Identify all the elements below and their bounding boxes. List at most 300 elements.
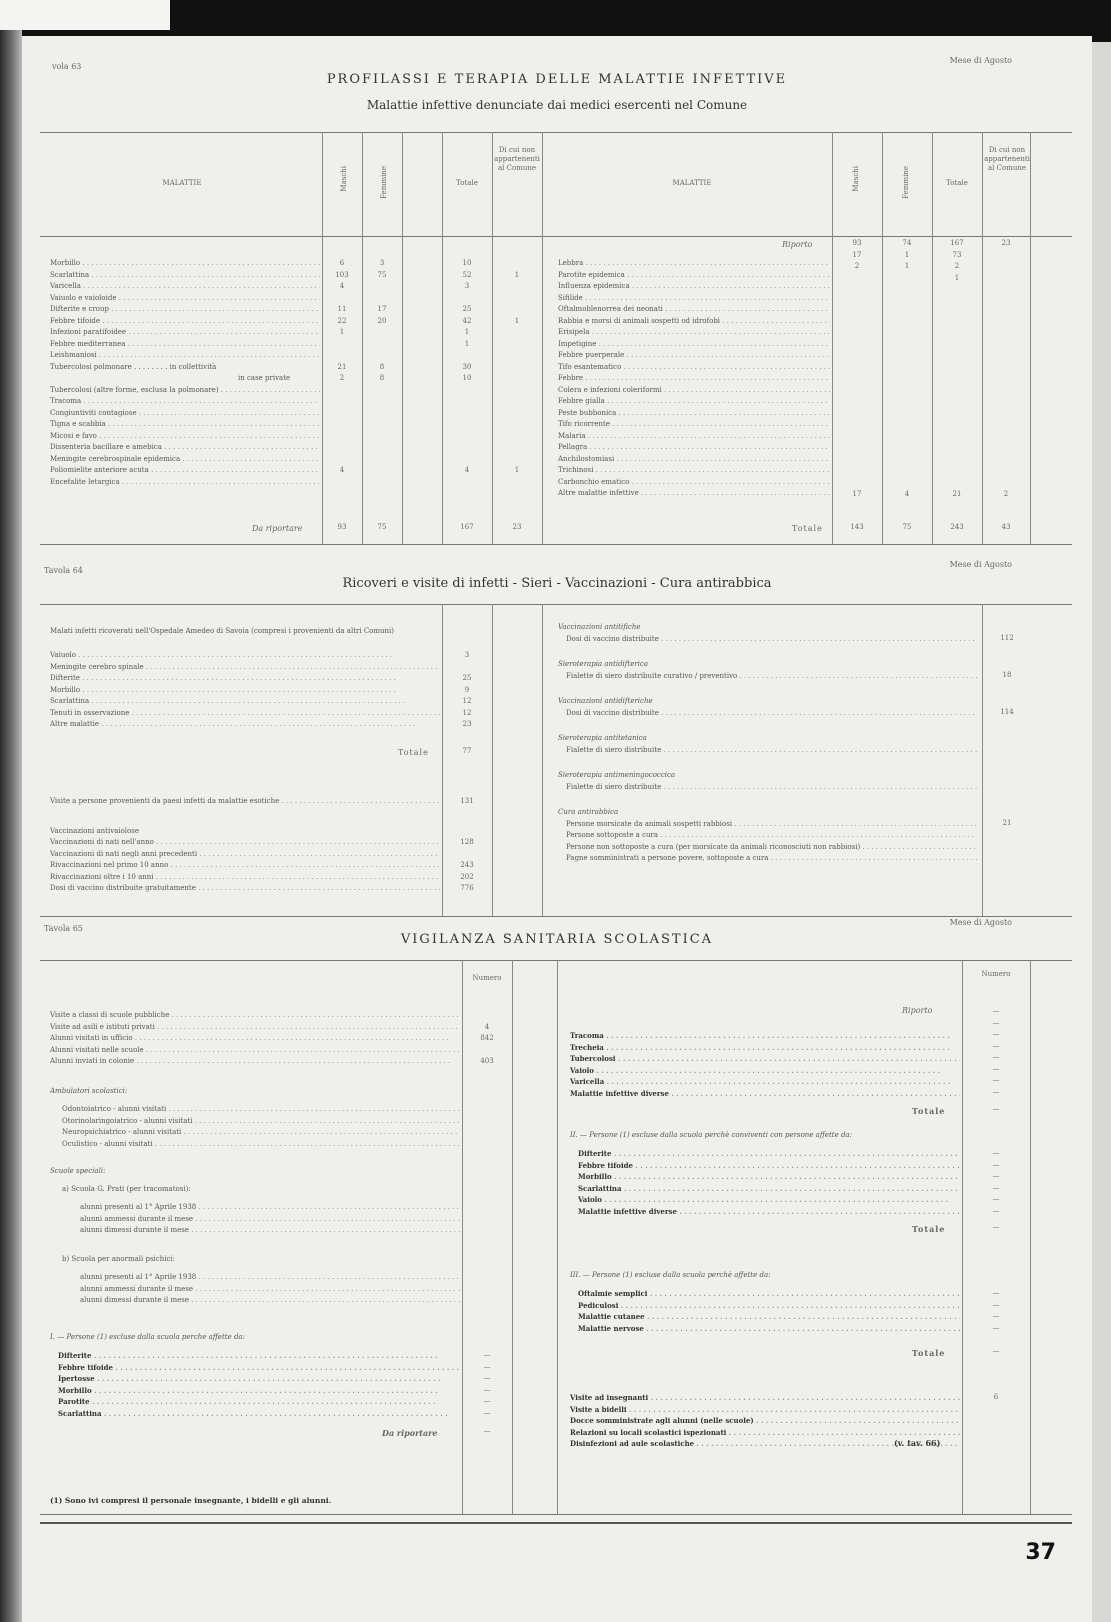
row-sublabel: in collettività — [169, 362, 217, 371]
da-riportare-label: Da riportare — [252, 524, 303, 533]
cell: 6 — [993, 1393, 999, 1401]
table-row: Pediculosi . . . — [578, 1300, 960, 1312]
table-row: Visite ad insegnanti . . . — [570, 1392, 960, 1404]
month-label: Mese di Agosto — [949, 918, 1012, 927]
table-row: Neuropsichiatrico - alunni visitati . . . — [62, 1127, 460, 1139]
da-riportare-t — [442, 522, 492, 534]
table-row: alunni ammessi durante il mese . . . — [80, 1284, 460, 1296]
cell: 103 — [335, 270, 349, 279]
right-block — [558, 807, 978, 865]
scuola-a — [62, 1184, 460, 1196]
page-number: 37 — [1025, 1540, 1056, 1565]
table-row: Pellagra . . . — [558, 442, 830, 454]
cell: 75 — [902, 523, 912, 531]
cell: — — [992, 1030, 1000, 1038]
cell — [442, 849, 492, 861]
ricoveri-totale-label: Totale — [398, 748, 429, 757]
cell: — — [992, 1312, 1000, 1320]
table-row: Relazioni su locali scolastici ispezionati . . . — [570, 1427, 960, 1439]
table-row: Vaccinazioni di nati negli anni precedenti . . . — [50, 849, 440, 861]
da-riportare-f — [362, 522, 402, 534]
cell — [322, 431, 362, 443]
table-row: Visite ad asili e istituti privati . . . — [50, 1022, 460, 1034]
block-value: 112 — [1000, 634, 1014, 642]
cell: 167 — [460, 523, 474, 531]
cell — [492, 362, 542, 374]
table-row: Infezioni paratifoidee . . . — [50, 327, 320, 339]
table-row: Varicella . . . — [570, 1076, 960, 1088]
table-row: Anchilostomiasi . . . — [558, 454, 830, 466]
rule — [542, 604, 543, 916]
cell — [322, 442, 362, 454]
rule — [1030, 960, 1031, 1514]
cell — [492, 350, 542, 362]
table-row: Scarlattina . . . — [50, 696, 440, 708]
s3-right-top-dashes — [962, 1006, 1030, 1098]
cell — [322, 293, 362, 305]
row-label: Visite a persone provenienti da paesi infetti da malattie esotiche . . . — [50, 796, 440, 808]
header-maschi-right: Maschi — [852, 166, 860, 192]
table-label: Tavola 65 — [44, 924, 83, 933]
table-row: Dissenteria bacillare e amebica . . . — [50, 442, 320, 454]
cell: 93 — [337, 523, 347, 531]
header-maschi: Maschi — [340, 166, 348, 192]
right-block — [558, 733, 978, 756]
cell — [322, 339, 362, 351]
month-label: Mese di Agosto — [949, 56, 1012, 65]
table-row: Malaria . . . — [558, 431, 830, 443]
cell — [442, 477, 492, 489]
table-row: Malattie infettive diverse . . . — [578, 1206, 960, 1218]
numero-header: Numero — [472, 974, 502, 982]
rule — [1030, 132, 1031, 544]
cell — [442, 350, 492, 362]
table-row: alunni ammessi durante il mese . . . — [80, 1214, 460, 1226]
cell — [442, 431, 492, 443]
header-femmine-right: Femmine — [902, 166, 910, 199]
table-row: Morbillo . . . — [58, 1385, 460, 1397]
numero-header-right: Numero — [981, 970, 1011, 978]
cell — [362, 408, 402, 420]
table-row: Erisipela . . . — [558, 327, 830, 339]
cell: 3 — [464, 651, 470, 659]
table-row: Lebbra . . . — [558, 258, 830, 270]
block-head: Vaccinazioni antidifteriche — [558, 697, 653, 705]
final-values — [962, 1392, 1030, 1450]
cell: — — [992, 1183, 1000, 1192]
cell — [492, 419, 542, 431]
persone2-rows — [578, 1148, 960, 1217]
visite-row — [50, 796, 440, 808]
header-di-cui-right: Di cui non appartenenti al Comune — [984, 146, 1030, 172]
cell: 10 — [462, 259, 472, 267]
table-row: Difterite . . . — [50, 673, 440, 685]
cell — [442, 662, 492, 674]
scan-corner — [0, 0, 170, 30]
cell: — — [992, 1172, 1000, 1180]
cell: — — [992, 1041, 1000, 1050]
rule — [557, 960, 558, 1514]
table-row: Vaccinazioni di nati nell'anno . . . — [50, 837, 440, 849]
table-row: Vaiuolo . . . — [50, 650, 440, 662]
s3-totale-1: Totale — [912, 1106, 946, 1116]
cell: 4 — [484, 1022, 490, 1031]
table-row: Tigna e scabbia . . . — [50, 419, 320, 431]
header-totale: Totale — [456, 179, 478, 187]
table-row: Tubercolosi polmonare . . . . . . . . in collettività — [50, 362, 217, 371]
table-row: Sifilide . . . — [558, 293, 830, 305]
cell: — — [992, 1206, 1000, 1215]
cell — [442, 385, 492, 397]
cell: — — [992, 1160, 1000, 1169]
table-row: Malattie nervose . . . — [578, 1323, 960, 1335]
cell: 243 — [460, 861, 474, 869]
section3-title: VIGILANZA SANITARIA SCOLASTICA — [400, 932, 714, 947]
table-row: Vaiolo . . . — [570, 1065, 960, 1077]
bottom-nc — [982, 489, 1030, 501]
table-row: Malattie cutanee . . . — [578, 1311, 960, 1323]
cell: 202 — [460, 872, 474, 881]
table-row: Impetigine . . . — [558, 339, 830, 351]
rule — [982, 604, 983, 916]
totale-t — [932, 522, 982, 534]
table-row: Dosi di vaccino distribuite . . . — [558, 634, 978, 646]
cell — [322, 385, 362, 397]
cell: — — [992, 1149, 1000, 1157]
header-malattie: MALATTIE — [162, 179, 202, 187]
scuola-b-rows — [80, 1272, 460, 1307]
table-row: Tracoma . . . — [570, 1030, 960, 1042]
table-row: Rivaccinazioni nel primo 10 anno . . . — [50, 860, 440, 872]
table-row: Alunni visitati nelle scuole . . . — [50, 1045, 460, 1057]
cell: 4 — [904, 490, 910, 498]
cell: 93 — [852, 239, 862, 247]
s3-left-values — [462, 1010, 512, 1068]
cell — [362, 339, 402, 351]
cell: 6 — [339, 259, 345, 267]
cell: 2 — [954, 262, 960, 270]
row-label: Vaccinazioni antivaiolose — [50, 827, 139, 835]
persone1-dashes — [462, 1350, 512, 1419]
table-row: Scarlattina . . . — [578, 1183, 960, 1195]
persone2 — [570, 1130, 960, 1142]
cell: 2 — [339, 374, 345, 382]
rule — [40, 916, 1072, 917]
cell — [362, 385, 402, 397]
cell: 17 — [852, 490, 862, 498]
cell — [492, 477, 542, 489]
cell: 22 — [337, 316, 347, 325]
rule — [832, 132, 833, 544]
table-row: Colera e infezioni coleriformi . . . — [558, 385, 830, 397]
table-row: Persone morsicate da animali sospetti rabbiosi . . . — [558, 819, 978, 831]
cell: 75 — [377, 523, 387, 531]
vacc-label — [50, 826, 440, 838]
header-totale-right: Totale — [946, 179, 968, 187]
table-row: Vaiolo . . . — [578, 1194, 960, 1206]
cell: — — [992, 1223, 1000, 1231]
persone3 — [570, 1270, 960, 1282]
cell: — — [992, 1007, 1000, 1015]
table-row: Alunni visitati in ufficio . . . — [50, 1033, 460, 1045]
cell: 25 — [462, 674, 472, 682]
cell: — — [992, 1105, 1000, 1113]
right-block — [558, 770, 978, 793]
s3-da-riportare-val — [462, 1426, 512, 1438]
cell — [492, 293, 542, 305]
cell: 143 — [850, 523, 864, 531]
table-row: Altre malattie infettive . . . — [558, 488, 830, 500]
table-row: Febbre tifoide . . . — [58, 1362, 460, 1374]
scan-left-border — [0, 30, 22, 1622]
cell — [442, 442, 492, 454]
block-value: 114 — [1000, 708, 1014, 716]
s3-left-rows — [50, 1010, 460, 1068]
cell — [442, 408, 492, 420]
cell: 42 — [462, 316, 472, 325]
cell — [462, 1010, 512, 1022]
cell — [362, 281, 402, 293]
cell — [362, 454, 402, 466]
cell: 21 — [337, 362, 347, 371]
totale-nc — [982, 522, 1030, 534]
cell — [492, 442, 542, 454]
cell: 403 — [480, 1057, 494, 1065]
ambulatori-rows — [62, 1104, 460, 1150]
table-row: Carbonchio ematico . . . — [558, 477, 830, 489]
cell: 8 — [379, 362, 385, 371]
right-block — [558, 659, 978, 682]
row-label: I. — Persone (1) escluse dalla scuola perche affette da: — [50, 1333, 245, 1341]
s3-totale-1-val — [962, 1104, 1030, 1116]
right-block — [558, 622, 978, 645]
table-row: Scarlattina . . . — [50, 270, 320, 282]
s3-da-riportare: Da riportare — [382, 1428, 438, 1438]
riporto-t — [932, 238, 982, 284]
cell: — — [483, 1427, 491, 1435]
table-row: Febbre puerperale . . . — [558, 350, 830, 362]
cell — [362, 350, 402, 362]
header-di-cui: Di cui non appartenenti al Comune — [494, 146, 540, 172]
cell: — — [483, 1351, 491, 1359]
table-row: alunni presenti al 1° Aprile 1938 . . . — [80, 1272, 460, 1284]
cell: 1 — [339, 328, 345, 336]
cell — [962, 1438, 1030, 1450]
totale-f — [882, 522, 932, 534]
table-row: Oftalmoblenorrea dei neonati . . . — [558, 304, 830, 316]
bottom-f — [882, 489, 932, 501]
table-row: Visite a classi di scuole pubbliche . . . — [50, 1010, 460, 1022]
table-row: Difterite . . . — [58, 1350, 460, 1362]
col-femmine — [362, 258, 402, 488]
row-label: a) Scuola G. Prati (per tracomatosi): — [62, 1185, 191, 1193]
cell: 21 — [952, 490, 962, 498]
right-block — [558, 696, 978, 719]
table-row: Persone sottoposte a cura . . . — [558, 830, 978, 842]
cell: 4 — [464, 466, 470, 474]
vacc-rows — [50, 837, 440, 895]
scuola-a-rows — [80, 1202, 460, 1237]
table-row: Leishmaniosi . . . — [50, 350, 320, 362]
cell: 1 — [514, 316, 520, 325]
ricoveri-totale — [442, 746, 492, 758]
table-label: vola 63 — [52, 62, 82, 71]
cell: — — [992, 1053, 1000, 1061]
scuola-b — [62, 1254, 460, 1266]
cell: 243 — [950, 523, 964, 531]
cell — [362, 442, 402, 454]
cell — [362, 431, 402, 443]
cell — [492, 281, 542, 293]
persone3-rows — [578, 1288, 960, 1334]
cell: 10 — [462, 374, 472, 382]
row-label: Tubercolosi polmonare — [50, 362, 132, 371]
ricoveri-values — [442, 650, 492, 731]
table-row: Tifo ricorrente . . . — [558, 419, 830, 431]
rule — [402, 132, 403, 544]
cell: 52 — [462, 270, 472, 279]
cell: 11 — [337, 305, 347, 313]
table-row: Poliomielite anteriore acuta . . . — [50, 465, 320, 477]
cell: 1 — [464, 328, 470, 336]
rule — [40, 544, 1072, 545]
section1-subtitle: Malattie infettive denunciate dai medici esercenti nel Comune — [366, 98, 748, 112]
cell — [462, 1045, 512, 1057]
cell — [492, 327, 542, 339]
rule — [982, 132, 983, 544]
cell: 1 — [514, 466, 520, 474]
totale-label: Totale — [792, 524, 823, 533]
rule — [882, 132, 883, 544]
cell: 73 — [952, 250, 962, 259]
cell: — — [992, 1076, 1000, 1084]
table-row: Tracoma . . . — [50, 396, 320, 408]
cell: 167 — [950, 239, 964, 247]
da-riportare-m — [322, 522, 362, 534]
cell: — — [992, 1018, 1000, 1027]
s3-totale-2: Totale — [912, 1224, 946, 1234]
cell: 43 — [1001, 523, 1011, 531]
block-head: Cura antirabbica — [558, 808, 619, 816]
col-maschi — [322, 258, 362, 488]
ricoveri-intro — [50, 626, 440, 638]
rule — [40, 1514, 1072, 1515]
cell: — — [483, 1385, 491, 1394]
cell: — — [483, 1362, 491, 1371]
table-row: Congiuntiviti contagiose . . . — [50, 408, 320, 420]
table-row: Tifo esantematico . . . — [558, 362, 830, 374]
section1-left-rows — [50, 258, 320, 488]
cell: 1 — [904, 250, 910, 259]
table-row: Febbre gialla . . . — [558, 396, 830, 408]
table-row: alunni presenti al 1° Aprile 1938 . . . — [80, 1202, 460, 1214]
table-row: Oftalmie semplici . . . — [578, 1288, 960, 1300]
cell — [442, 454, 492, 466]
s3-right-top-rows — [570, 1030, 960, 1099]
cell: 8 — [379, 374, 385, 382]
cell: — — [992, 1289, 1000, 1297]
table-row: Trichinosi . . . — [558, 465, 830, 477]
cell: 74 — [902, 239, 912, 247]
cell — [322, 477, 362, 489]
cell — [492, 385, 542, 397]
table-row: Rabbia e morsi di animali sospetti od idrofobi . . . — [558, 316, 830, 328]
s3-totale-2-val — [962, 1222, 1030, 1234]
header-femmine: Femmine — [380, 166, 388, 199]
table-row: Dosi di vaccino distribuite . . . — [558, 708, 978, 720]
table-row: Altre malattie . . . — [50, 719, 440, 731]
totale-m — [832, 522, 882, 534]
block-head: Vaccinazioni antitifiche — [558, 623, 641, 631]
table-row: Tubercolosi (altre forme, esclusa la polmonare) . . . — [50, 385, 320, 397]
cell: 17 — [377, 305, 387, 313]
ricoveri-rows — [50, 650, 440, 731]
persone1-rows — [58, 1350, 460, 1419]
rule — [40, 960, 1072, 961]
cell — [322, 408, 362, 420]
disinf-note: (v. tav. 66) — [894, 1438, 941, 1448]
table-row: Alunni inviati in colonie . . . — [50, 1056, 460, 1068]
cell: 128 — [460, 838, 474, 846]
cell — [362, 477, 402, 489]
cell: 23 — [1001, 239, 1011, 247]
cell: 2 — [1003, 490, 1009, 498]
scuole-label — [50, 1166, 460, 1178]
table-row — [50, 373, 320, 385]
rule — [932, 132, 933, 544]
section2-title: Ricoveri e visite di infetti - Sieri - Vaccinazioni - Cura antirabbica — [342, 576, 772, 591]
table-row: Febbre . . . — [558, 373, 830, 385]
section1-title: PROFILASSI E TERAPIA DELLE MALATTIE INFETTIVE — [326, 72, 788, 87]
table-row: Febbre mediterranea . . . — [50, 339, 320, 351]
row-sublabel: in case private — [238, 374, 291, 382]
cell: 842 — [480, 1034, 494, 1042]
persone3-dashes — [962, 1288, 1030, 1334]
cell: 776 — [460, 884, 474, 892]
cell: — — [992, 1195, 1000, 1203]
da-riportare-nc — [492, 522, 542, 534]
table-row: Docce somministrate agli alunni (nelle scuole) . . . — [570, 1415, 960, 1427]
rule — [542, 132, 543, 544]
cell: 12 — [462, 697, 472, 705]
block-value: 21 — [1002, 819, 1012, 827]
s3-totale-3: Totale — [912, 1348, 946, 1358]
cell: — — [992, 1323, 1000, 1332]
col-noncomune — [492, 258, 542, 488]
table-row: Tubercolosi . . . — [570, 1053, 960, 1065]
cell: — — [483, 1374, 491, 1382]
riporto-nc — [982, 238, 1030, 261]
rule — [492, 604, 493, 916]
table-row: Dosi di vaccino distribuite gratuitamente . . . — [50, 883, 440, 895]
cell: — — [992, 1064, 1000, 1073]
cell: 77 — [462, 747, 472, 755]
row-label: b) Scuola per anormali psichici: — [62, 1255, 175, 1263]
table-row: Persone non sottoposte a cura (per morsicate da animali riconosciuti non rabbiosi) . . . — [558, 842, 978, 854]
rule — [40, 132, 1072, 133]
cell — [362, 396, 402, 408]
table-row: Encefalite letargica . . . — [50, 477, 320, 489]
table-row: Meningite cerebrospinale epidemica . . . — [50, 454, 320, 466]
cell: — — [992, 1347, 1000, 1355]
table-row: Tenuti in osservazione . . . — [50, 708, 440, 720]
rule — [512, 960, 513, 1514]
row-label: Scuole speciali: — [50, 1167, 106, 1175]
persone1 — [50, 1332, 460, 1344]
table-row: Febbre tifoide . . . — [50, 316, 320, 328]
cell: 1 — [514, 270, 520, 279]
cell — [982, 250, 1030, 262]
